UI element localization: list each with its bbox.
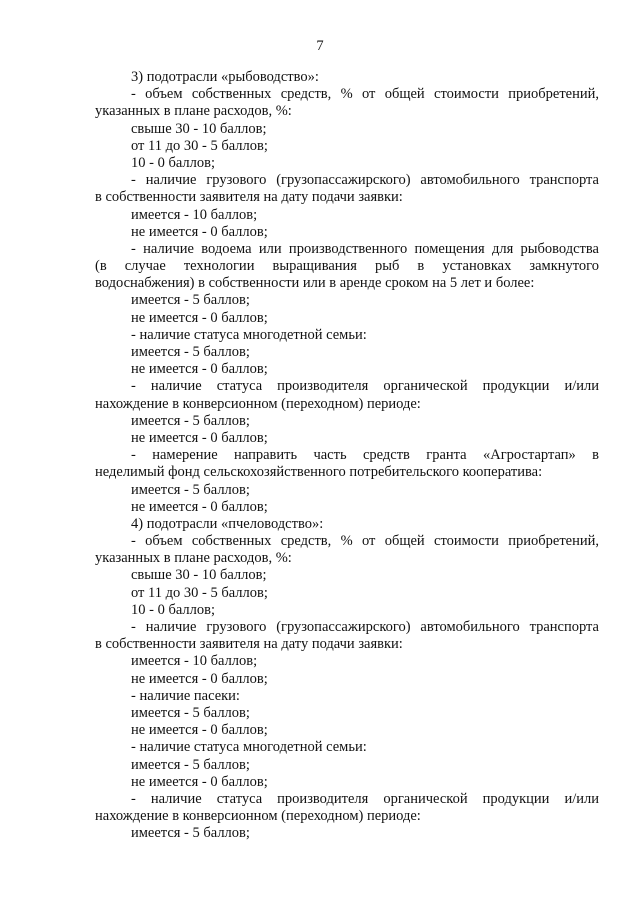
text-line: неделимый фонд сельскохозяйственного потребительского кооператива:	[95, 464, 543, 481]
text-line: - намерение направить часть средств гранта «Агростартап» в	[131, 447, 599, 464]
text-line: свыше 30 - 10 баллов;	[131, 120, 267, 137]
text-line: не имеется - 0 баллов;	[131, 773, 268, 790]
text-line: имеется - 5 баллов;	[131, 344, 250, 360]
text-line: не имеется - 0 баллов;	[131, 309, 268, 326]
text-line: от 11 до 30 - 5 баллов;	[131, 137, 268, 154]
text-line: от 11 до 30 - 5 баллов;	[131, 584, 268, 601]
text-line: - наличие пасеки:	[131, 687, 240, 704]
text-line: указанных в плане расходов, %:	[95, 103, 292, 120]
text-line: имеется - 5 баллов;	[131, 704, 250, 721]
text-line: не имеется - 0 баллов;	[131, 670, 268, 687]
text-line: не имеется - 0 баллов;	[131, 223, 268, 240]
text-line: - наличие статуса производителя органической продукции и/или	[131, 790, 599, 807]
text-line: имеется - 5 баллов;	[131, 756, 250, 773]
text-line: - объем собственных средств, % от общей стоимости приобретений,	[131, 533, 599, 550]
text-line: не имеется - 0 баллов;	[131, 498, 268, 515]
text-line: имеется - 5 баллов;	[131, 825, 250, 842]
text-line: имеется - 5 баллов;	[131, 292, 250, 309]
text-line: имеется - 5 баллов;	[131, 481, 250, 498]
text-line: не имеется - 0 баллов;	[131, 722, 268, 739]
text-line: 10 - 0 баллов;	[131, 154, 215, 171]
page-number: 7	[316, 38, 324, 54]
text-line: - наличие статуса многодетной семьи:	[131, 326, 367, 343]
text-line: водоснабжения) в собственности или в аренде сроком на 5 лет и более:	[95, 275, 535, 292]
text-line: - объем собственных средств, % от общей стоимости приобретений,	[131, 86, 599, 103]
text-line: указанных в плане расходов, %:	[95, 550, 292, 567]
text-line: не имеется - 0 баллов;	[131, 361, 268, 378]
text-line: имеется - 5 баллов;	[131, 412, 250, 429]
text-line: нахождение в конверсионном (переходном) периоде:	[95, 395, 421, 412]
text-line: нахождение в конверсионном (переходном) периоде:	[95, 808, 421, 825]
text-line: свыше 30 - 10 баллов;	[131, 567, 267, 584]
text-line: - наличие статуса многодетной семьи:	[131, 739, 367, 756]
text-line: в собственности заявителя на дату подачи заявки:	[95, 636, 403, 653]
text-line: - наличие водоема или производственного помещения для рыбоводства	[131, 240, 599, 257]
text-line: имеется - 10 баллов;	[131, 653, 258, 670]
text-line: 10 - 0 баллов;	[131, 601, 215, 618]
text-line: в собственности заявителя на дату подачи заявки:	[95, 189, 403, 206]
text-line: не имеется - 0 баллов;	[131, 429, 268, 446]
text-line: - наличие статуса производителя органической продукции и/или	[131, 378, 599, 395]
text-line: 4) подотрасли «пчеловодство»:	[131, 515, 324, 532]
text-line: (в случае технологии выращивания рыб в установках замкнутого	[95, 258, 599, 275]
text-line: 3) подотрасли «рыбоводство»:	[131, 69, 319, 85]
text-line: - наличие грузового (грузопассажирского) автомобильного транспорта	[131, 619, 599, 635]
text-line: - наличие грузового (грузопассажирского) автомобильного транспорта	[131, 172, 599, 189]
text-line: имеется - 10 баллов;	[131, 206, 258, 223]
document-body	[95, 69, 599, 842]
